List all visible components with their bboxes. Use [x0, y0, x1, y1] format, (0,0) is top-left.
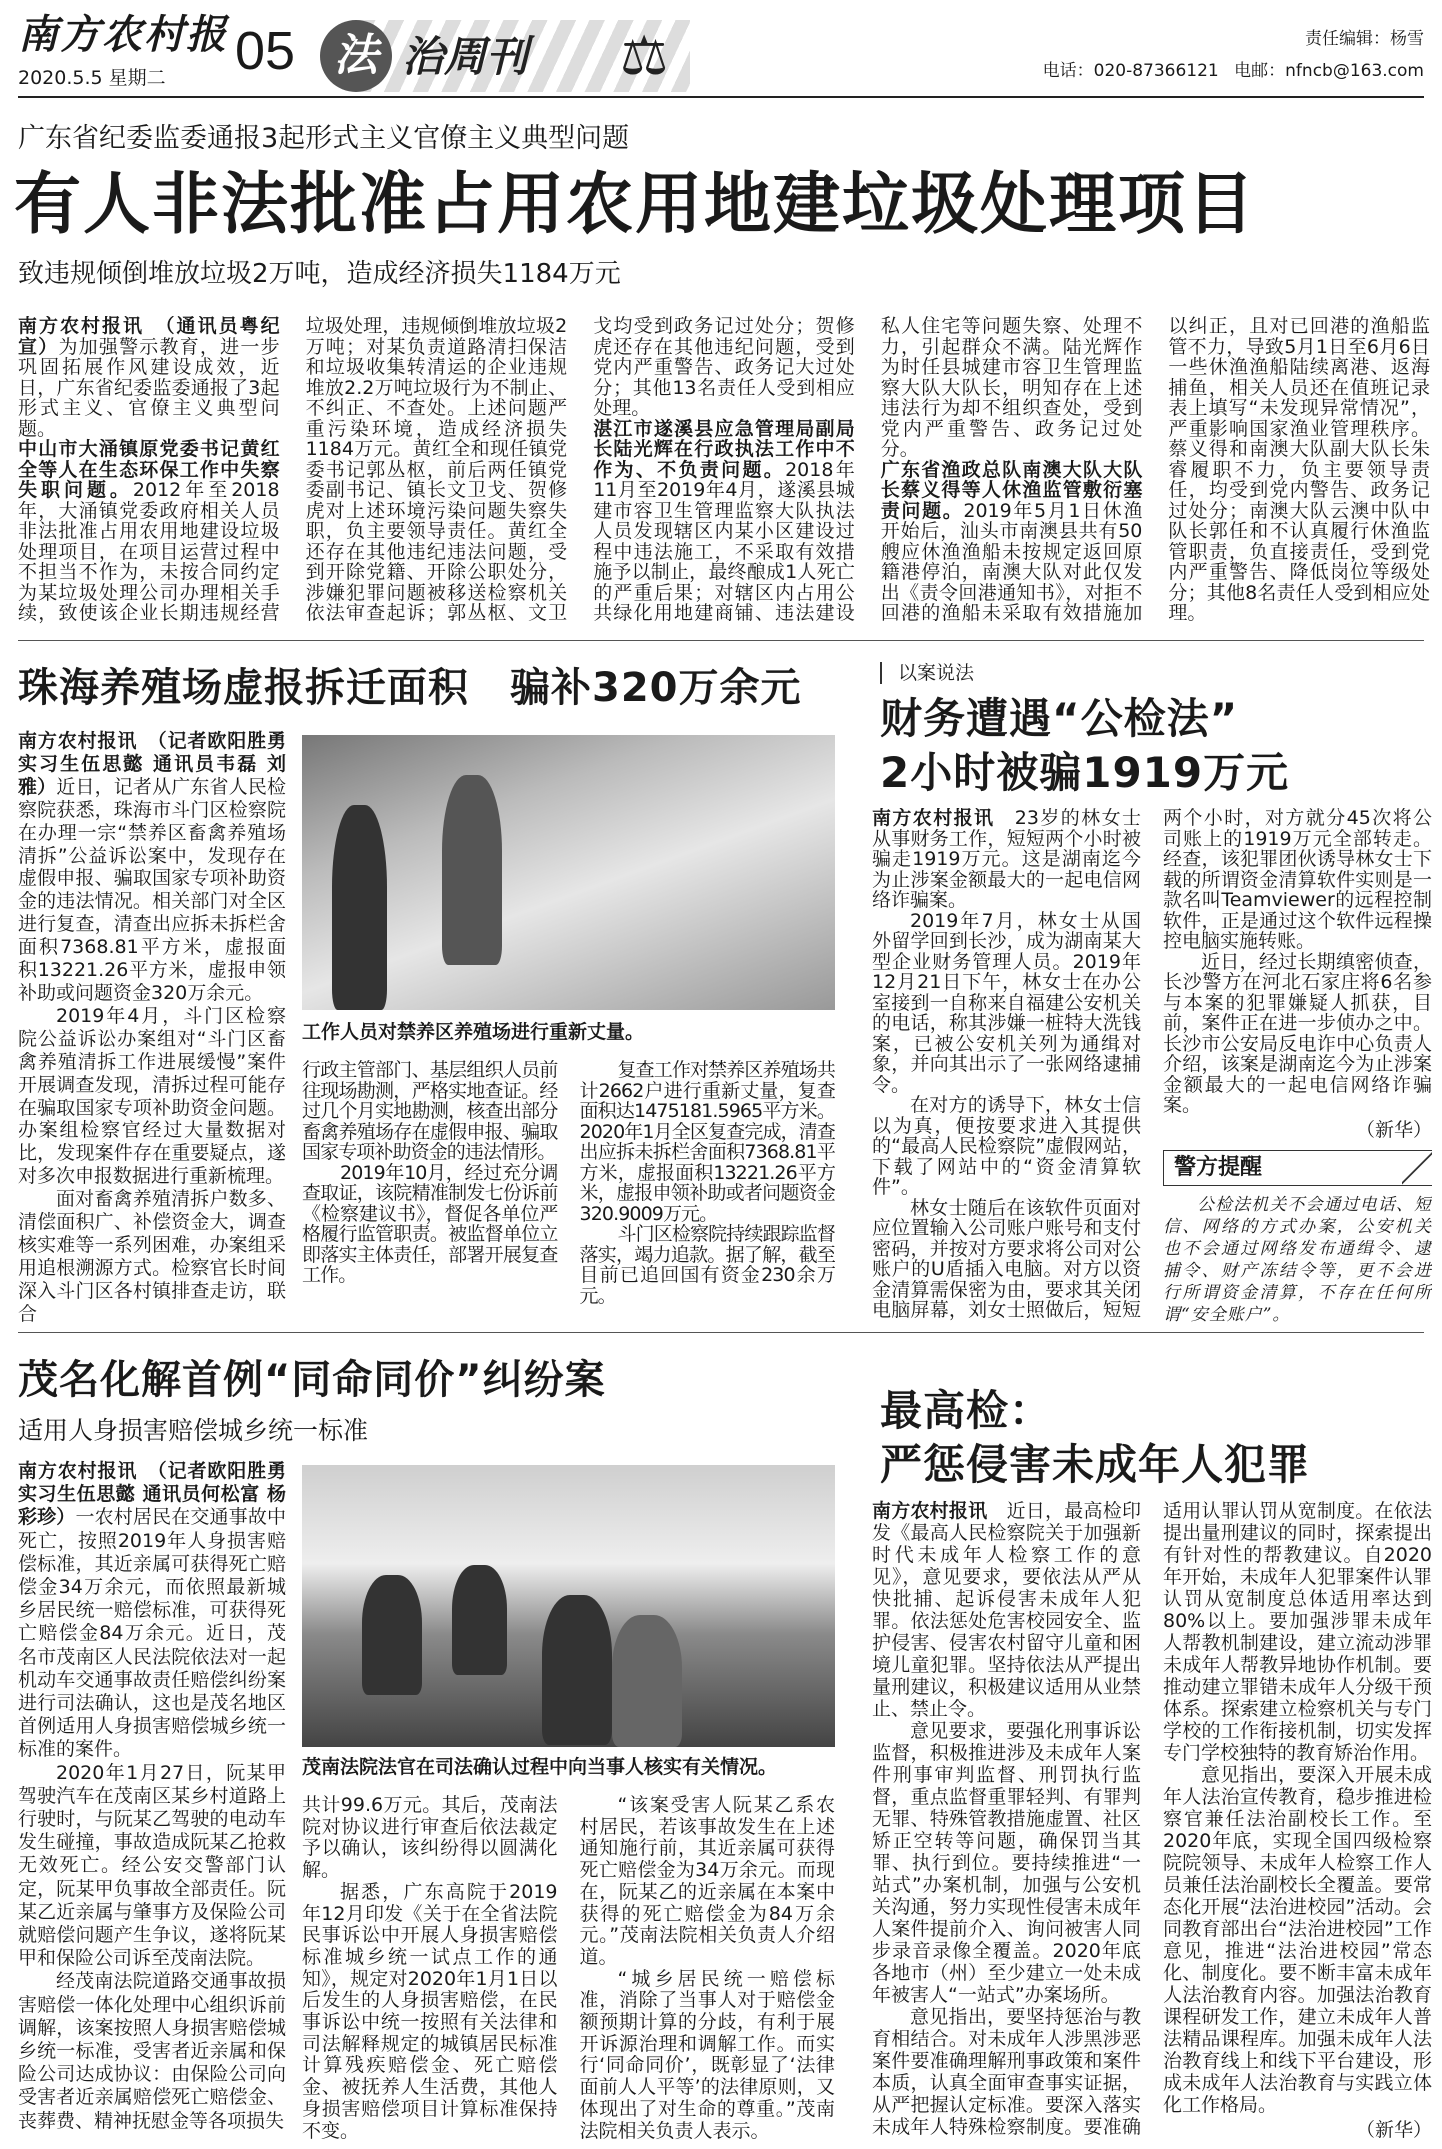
- photo-figure: [612, 1615, 682, 1747]
- paragraph-text: 2019年4月，斗门区检察院公益诉讼办案组对“斗门区畜禽养殖清拆工作进展缓慢”案件开展调查发现，清拆过程可能存在骗取国家专项补助资金问题。办案组检察官经过大量数据对比，发现案件存在重要疑点，遂对多次申报数据进行重新梳理。: [18, 1004, 286, 1188]
- editor-credit: 责任编辑：杨雪: [1305, 29, 1424, 49]
- section-banner: [320, 20, 700, 92]
- paragraph-text: 意见指出，要坚持惩治与教育相结合。对未成年人涉黑涉恶案件要准确理解刑事政策和案件本质，认真全面审查事实证据，从严把握认定标准。要深入落实未成年人特殊检察制度。要准确适用认罪认罚从宽制度。在依法提出量刑建议的同时，探索提出有针对性的帮教建议。自2020年开始，未成年人犯罪案件认罪认罚从宽制度总体适用率达到80%以上。要加强涉罪未成年人帮教机制建设，建立流动涉罪未成年人帮教异地协作机制。要推动建立罪错未成年人分级干预体系。探索建立检察机关与专门学校的工作衔接机制，切实发挥专门学校独特的教育矫治作用。: [872, 1500, 1432, 2138]
- article4-body-left: [18, 1460, 286, 2145]
- article4-body-bottom: [302, 1795, 835, 2145]
- paragraph: [580, 1224, 836, 1306]
- police-tip-header: [1163, 1150, 1432, 1186]
- paragraph: [18, 730, 286, 1005]
- paragraph-text: 复查工作对禁养区养殖场共计2662户进行重新丈量，复查面积达1475181.5965平方米。2020年1月全区复查完成，清查出应拆未拆栏舍面积7368.81平方米，虚报面积13221.26平方米，虚报申领补助或者问题资金320.9009万元。: [579, 1060, 835, 1225]
- photo-figure: [452, 1565, 507, 1675]
- paragraph-text: 2019年7月，林女士从国外留学回到长沙，成为湖南某大型企业财务管理人员。2019年12月21日下午，林女士在办公室接到一自称来自福建公安机关的电话，称其涉嫌一桩特大洗钱案，已被公安机关列为通缉对象，并向其出示了一张网络逮捕令。: [872, 909, 1141, 1096]
- article4-headline: 茂名化解首例“同命同价”纠纷案: [18, 1357, 606, 1403]
- paragraph: [1163, 952, 1432, 1116]
- paragraph: [580, 1969, 836, 2143]
- article3-body: [872, 808, 1432, 1326]
- issue-date: 2020.5.5 星期二: [18, 67, 166, 89]
- paragraph: [18, 1005, 286, 1188]
- page-number: 05: [235, 21, 296, 81]
- paragraph: [18, 1188, 286, 1325]
- paragraph-lead: 南方农村报讯 （记者欧阳胜勇 实习生伍思懿 通讯员韦磊 刘雅）: [18, 730, 286, 798]
- article2-body-left: [18, 730, 286, 1325]
- newspaper-logo: 南方农村报: [18, 11, 228, 58]
- photo-figure: [542, 1595, 612, 1745]
- paragraph-text: 一农村居民在交通事故中死亡，按照2019年人身损害赔偿标准，其近亲属可获得死亡赔偿金34万余元，而依照最新城乡居民统一赔偿标准，可获得死亡赔偿金84万余元。近日，茂名市茂南区人民法院依法对一起机动车交通事故责任赔偿纠纷案进行司法确认，这也是茂名地区首例适用人身损害赔偿城乡统一标准的案件。: [18, 1506, 286, 1761]
- paragraph-lead: 中山市大涌镇原党委书记黄红全等人在生态环保工作中失察失职问题。: [18, 438, 280, 501]
- paragraph-text: 2012年至2018年，大涌镇党委政府相关人员非法批准占用农用地建设垃圾处理项目，在项目运营过程中不担当不作为，未按合同约定为某垃圾处理公司办理相关手续，致使该企业长期违规经营垃圾处理，违规倾倒堆放垃圾2万吨；对某负责道路清扫保洁和垃圾收集转清运的企业违规堆放2.2万吨垃圾行为不制止、不纠正、不查处。上述问题严重污染环境，造成经济损失1184万元。黄红全和现任镇党委书记郭丛枢，前后两任镇党委副书记、镇长文卫戈、贺修虎对上述环境污染问题失察失职，负主要领导责任。黄红全还存在其他违纪违法问题，受到开除党籍、开除公职处分，涉嫌犯罪问题被移送检察机关依法审查起诉；郭丛枢、文卫戈均受到政务记过处分；贺修虎还存在其他违纪问题，受到党内严重警告、政务记大过处分；其他13名责任人受到相应处理。: [18, 316, 855, 624]
- paragraph-text: 林女士随后在该软件页面对应位置输入公司账户账号和支付密码，并按对方要求将公司对公账户的U盾插入电脑。对方以资金清算需保密为由，要求其关闭电脑屏幕，刘女士照做后，短短两个小时，对方就分45次将公司账上的1919万元全部转走。经查，该犯罪团伙诱导林女士下载的所谓资金清算软件实则是一款名叫Teamviewer的远程控制软件，正是通过这个软件远程操控电脑实施转账。: [872, 808, 1432, 1321]
- paragraph: [18, 316, 280, 439]
- slash-decoration: [1402, 1151, 1432, 1185]
- article5-headline-line2: 严惩侵害未成年人犯罪: [880, 1440, 1311, 1489]
- article4-photo-caption: 茂南法院法官在司法确认过程中向当事人核实有关情况。: [302, 1756, 778, 1778]
- paragraph-text: 2018年11月至2019年4月，遂溪县城建市容卫生管理监察大队执法人员发现辖区内某小区建设过程中违法施工，不采取有效措施予以制止，最终酿成1人死亡的严重后果；对辖区内占用公共绿化用地建商铺、违法建设私人住宅等问题失察、处理不力，引起群众不满。陆光辉作为时任县城建市容卫生管理监察大队大队长，明知存在上述违法行为却不组织查处，受到党内严重警告、政务记过处分。: [593, 316, 1143, 624]
- police-tip: [1163, 1150, 1432, 1326]
- paragraph-text: 23岁的林女士从事财务工作，短短两个小时被骗走1919万元。这是湖南迄今为止涉案金额最大的一起电信网络诈骗案。: [872, 808, 1141, 911]
- paragraph-text: 在对方的诱导下，林女士信以为真，便按要求进入其提供的“最高人民检察院”虚假网站，下载了网站中的“资金清算软件”。: [872, 1094, 1141, 1198]
- article1-subhead: 致违规倾倒堆放垃圾2万吨，造成经济损失1184万元: [18, 259, 621, 289]
- contact-info: [1043, 60, 1424, 82]
- paragraph: [580, 1795, 836, 1969]
- paragraph: [302, 1795, 558, 1882]
- article3-headline-line2: 2小时被骗1919万元: [880, 748, 1290, 797]
- article1-headline: 有人非法批准占用农用地建垃圾处理项目: [14, 165, 1256, 243]
- article2-photo-caption: 工作人员对禁养区养殖场进行重新丈量。: [302, 1021, 645, 1043]
- article2-photo: [302, 735, 835, 1010]
- paragraph-lead: 南方农村报讯: [872, 808, 995, 829]
- section-name: 治周刊: [402, 32, 529, 81]
- article2-headline: 珠海养殖场虚报拆迁面积 骗补320万余元: [18, 665, 802, 711]
- paragraph: [1163, 1764, 1432, 2116]
- paragraph: [302, 1882, 558, 2142]
- section-first-char: 法: [320, 20, 392, 92]
- photo-figure: [442, 775, 502, 965]
- paragraph-text: 共计99.6万元。其后，茂南法院对协议进行审查后依法裁定予以确认，该纠纷得以圆满化解。: [302, 1795, 558, 1882]
- paragraph-text: 近日，经过长期缜密侦查，长沙警方在河北石家庄将6名参与本案的犯罪嫌疑人抓获，目前，案件正在进一步侦办之中。长沙市公安局反电诈中心负责人介绍，该案是湖南迄今为止涉案金额最大的一起电信网络诈骗案。: [1163, 950, 1432, 1116]
- paragraph: [872, 911, 1141, 1096]
- paragraph-text: 意见要求，要强化刑事诉讼监督，积极推进涉及未成年人案件刑事审判监督、刑罚执行监督，重点监督重罪轻判、有罪判无罪、特殊管教措施虚置、社区矫正空转等问题，确保罚当其罪、执行到位。要持续推进“一站式”办案机制，加强与公安机关沟通，努力实现性侵害未成年人案件提前介入、询问被害人同步录音录像全覆盖。2020年底各地市（州）至少建立一处未成年被害人“一站式”办案场所。: [872, 1720, 1141, 2006]
- masthead-rule: [18, 96, 1424, 98]
- article3-source: （新华）: [1355, 1118, 1432, 1141]
- article1-body: [18, 316, 1430, 626]
- phone: 电话：020-87366121: [1042, 61, 1219, 81]
- paragraph: [18, 1970, 286, 2132]
- photo-figure: [332, 805, 387, 1010]
- paragraph: [872, 808, 1141, 911]
- article4-photo: [302, 1465, 835, 1747]
- email: 电邮：nfncb@163.com: [1234, 61, 1424, 81]
- paragraph: [872, 1720, 1141, 2006]
- paragraph: [580, 1060, 836, 1224]
- article5-body: [872, 1500, 1432, 2145]
- column-tag: 以案说法: [880, 662, 974, 684]
- paragraph-text: “城乡居民统一赔偿标准，消除了当事人对于赔偿金额预期计算的分歧，有利于展开诉源治理和调解工作。而实行‘同命同价’，既彰显了‘法律面前人人平等’的法律原则，又体现出了对生命的尊重。”茂南法院相关负责人表示。: [579, 1967, 835, 2142]
- paragraph-text: 行政主管部门、基层组织人员前往现场勘测，严格实地查证。经过几个月实地勘测，核查出部分畜禽养殖场存在虚假申报、骗取国家专项补助资金的违法情形。: [302, 1060, 558, 1163]
- paragraph-text: 为加强警示教育，进一步巩固拓展作风建设成效，近日，广东省纪委监委通报了3起形式主义、官僚主义典型问题。: [18, 335, 280, 440]
- paragraph-text: 2019年5月1日休渔开始后，汕头市南澳县共有50艘应休渔渔船未按规定返回原籍港停泊，南澳大队对此仅发出《责令回港通知书》，对拒不回港的渔船未采取有效措施加以纠正，且对已回港的渔船监管不力，导致5月1日至6月6日一些休渔渔船陆续离港、返海捕鱼，相关人员还在值班记录表上填写“未发现异常情况”，严重影响国家渔业管理秩序。蔡义得和南澳大队副大队长朱睿履职不力，负主要领导责任，均受到党内警告、政务记过处分；南澳大队云澳中队中队长郭任和不认真履行休渔监管职责，负直接责任，受到党内严重警告、降低岗位等级处分；其他8名责任人受到相应处理。: [880, 316, 1430, 624]
- article5-paragraphs: [872, 1500, 1432, 2145]
- article2-body-bottom: [302, 1060, 835, 1325]
- paragraph-text: 近日，记者从广东省人民检察院获悉，珠海市斗门区检察院在办理一宗“禁养区畜禽养殖场清拆”公益诉讼案中，发现存在虚假申报、骗取国家专项补助资金的违法情况。相关部门对全区进行复查，清查出应拆未拆栏舍面积7368.81平方米，虚报面积13221.26平方米，虚报申领补助或问题资金320万余元。: [18, 775, 286, 1004]
- police-tip-text: 公检法机关不会通过电话、短信、网络的方式办案，公安机关也不会通过网络发布通缉令、逮捕令、财产冻结令等，更不会进行所谓资金清算，不存在任何所谓“安全账户”。: [1163, 1194, 1432, 1325]
- photo-figure: [362, 1575, 422, 1695]
- paragraph: [18, 1460, 286, 1762]
- paragraph: [872, 1500, 1141, 1720]
- article4-subhead: 适用人身损害赔偿城乡统一标准: [18, 1416, 369, 1445]
- paragraph: [18, 1762, 286, 1971]
- article3-headline-line1: 财务遭遇“公检法”: [880, 694, 1239, 743]
- article5-source: （新华）: [1355, 2119, 1432, 2141]
- paragraph-lead: 南方农村报讯: [872, 1500, 988, 1522]
- paragraph-text: 斗门区检察院持续跟踪监督落实，竭力追款。据了解，截至目前已追回国有资金230余万元。: [579, 1223, 835, 1307]
- paragraph-text: 面对畜禽养殖清拆户数多、清偿面积广、补偿资金大，调查核实难等一系列困难，办案组采用追根溯源方式。检察官长时间深入斗门区各村镇排查走访，联合: [18, 1188, 286, 1325]
- paragraph-lead: 南方农村报讯 （记者欧阳胜勇 实习生伍思懿 通讯员何松富 杨彩珍）: [18, 1460, 286, 1529]
- article1-kicker: 广东省纪委监委通报3起形式主义官僚主义典型问题: [18, 123, 630, 154]
- police-tip-title: 警方提醒: [1174, 1154, 1263, 1180]
- section-divider: [18, 1332, 1424, 1333]
- paragraph-lead: 广东省渔政总队南澳大队大队长蔡义得等人休渔监管敷衍塞责问题。: [880, 458, 1143, 522]
- paragraph-text: “该案受害人阮某乙系农村居民，若该事故发生在上述通知施行前，其近亲属可获得死亡赔偿金为34万余元。而现在，阮某乙的近亲属在本案中获得的死亡赔偿金为84万余元。”茂南法院相关负责人介绍道。: [579, 1795, 835, 1968]
- paragraph-text: 2019年10月，经过充分调查取证，该院精准制发七份诉前《检察建议书》，督促各单位严格履行监管职责。被监督单位立即落实主体责任，部署开展复查工作。: [302, 1161, 558, 1286]
- paragraph-text: 据悉，广东高院于2019年12月印发《关于在全省法院民事诉讼中开展人身损害赔偿标准城乡统一试点工作的通知》，规定对2020年1月1日以后发生的人身损害赔偿，在民事诉讼中统一按照有关法律和司法解释规定的城镇居民标准计算残疾赔偿金、死亡赔偿金、被抚养人生活费，其他人身损害赔偿项目计算标准保持不变。: [302, 1880, 558, 2142]
- paragraph-text: 意见指出，要深入开展未成年人法治宣传教育，稳步推进检察官兼任法治副校长工作。至2020年底，实现全国四级检察院院领导、未成年人检察工作人员兼任法治副校长全覆盖。要常态化开展“法治进校园”活动。会同教育部出台“法治进校园”工作意见，推进“法治进校园”常态化、制度化。要不断丰富未成年人法治教育内容。加强法治教育课程研发工作，建立未成年人普法精品课程库。加强未成年人法治教育线上和线下平台建设，形成未成年人法治教育与实践立体化工作格局。: [1163, 1764, 1432, 2116]
- paragraph-lead: 湛江市遂溪县应急管理局副局长陆光辉在行政执法工作中不作为、不负责问题。: [593, 417, 855, 481]
- paragraph: [302, 1163, 558, 1286]
- scales-of-justice-icon: ⚖: [620, 24, 669, 87]
- paragraph-lead: 南方农村报讯 （通讯员粤纪宣）: [18, 316, 280, 358]
- paragraph-text: 经茂南法院道路交通事故损害赔偿一体化处理中心组织诉前调解，该案按照人身损害赔偿城乡统一标准，受害者近亲属和保险公司达成协议：由保险公司向受害者近亲属赔偿死亡赔偿金、丧葬费、精神抚慰金等各项损失: [18, 1970, 286, 2132]
- paragraph-text: 2020年1月27日，阮某甲驾驶汽车在茂南区某乡村道路上行驶时，与阮某乙驾驶的电动车发生碰撞，事故造成阮某乙抢救无效死亡。经公安交警部门认定，阮某甲负事故全部责任。阮某乙近亲属与肇事方及保险公司就赔偿问题产生争议，遂将阮某甲和保险公司诉至茂南法院。: [18, 1761, 286, 1970]
- section-divider: [18, 640, 1424, 641]
- article5-headline-line1: 最高检：: [880, 1386, 1053, 1435]
- paragraph-text: 近日，最高检印发《最高人民检察院关于加强新时代未成年人检察工作的意见》，意见要求，要依法从严从快批捕、起诉侵害未成年人犯罪。依法惩处危害校园安全、监护侵害、侵害农村留守儿童和困境儿童犯罪。坚持依法从严提出量刑建议，积极建议适用从业禁止、禁止令。: [872, 1500, 1141, 1720]
- paragraph: [302, 1060, 558, 1163]
- paragraph: [872, 1095, 1141, 1198]
